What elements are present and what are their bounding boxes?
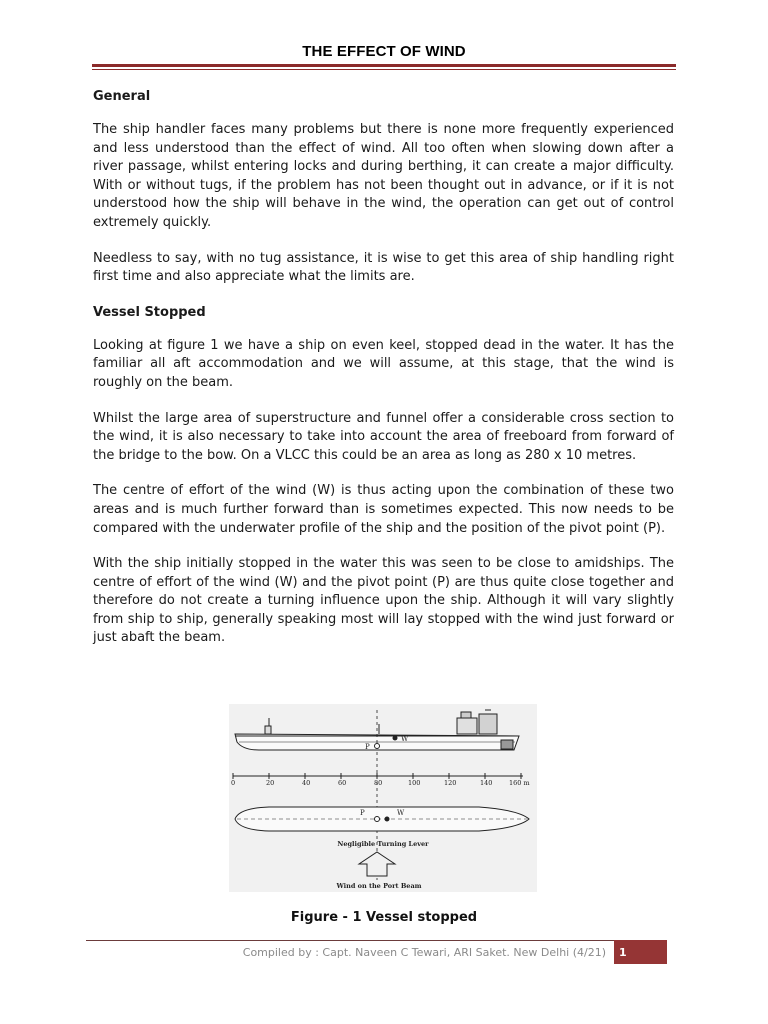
plan-pivot-marker	[375, 817, 380, 822]
profile-pivot-label: P	[365, 743, 370, 751]
footer-rule	[86, 940, 617, 941]
scale-label: 60	[338, 779, 347, 787]
section-heading-vessel-stopped: Vessel Stopped	[93, 304, 206, 320]
page-title: THE EFFECT OF WIND	[302, 43, 466, 60]
profile-wind-label: W	[401, 735, 409, 743]
scale-label: 160 m	[509, 779, 530, 787]
scale-label: 120	[444, 779, 457, 787]
paragraph: Whilst the large area of superstructure and funnel offer a considerable cross section to the wind, it is also necessary to take into account the area of freeboard from forward of the bridge to the bow. On a VLCC this could be an area as long as 280 x 10 metres.	[93, 410, 674, 463]
paragraph: Looking at figure 1 we have a ship on even keel, stopped dead in the water. It has the familiar all aft accommodation and we will assume, at this stage, that the wind is roughly on the beam.	[93, 337, 674, 390]
scale-label: 80	[374, 779, 383, 787]
section-heading-general: General	[93, 89, 151, 104]
scale-label: 40	[302, 779, 311, 787]
footer-credit: Compiled by : Capt. Naveen C Tewari, ARI Saket. New Delhi (4/21)	[242, 946, 606, 959]
wind-point-marker	[393, 736, 398, 741]
paragraph: The centre of effort of the wind (W) is thus acting upon the combination of these two areas and is much further forward than is sometimes expected. This now needs to be compared with the underwater profile of the ship and the position of the pivot point (P).	[93, 483, 674, 536]
scale-labels	[231, 779, 530, 787]
turning-lever-label: Negligible Turning Lever	[337, 840, 429, 848]
plan-wind-marker	[385, 817, 390, 822]
page-number: 1	[614, 940, 667, 964]
figure-vessel-diagram	[229, 704, 537, 892]
scale-label: 20	[266, 779, 275, 787]
pivot-point-marker	[375, 744, 380, 749]
title-rule	[92, 64, 676, 67]
figure-caption: Figure - 1 Vessel stopped	[290, 910, 478, 925]
plan-pivot-label: P	[360, 809, 365, 817]
paragraph: With the ship initially stopped in the water this was seen to be close to amidships. The centre of effort of the wind (W) and the pivot point (P) are thus quite close together and therefore do not create a turning influence upon the ship. Although it will vary slightly from ship to ship, generally speaking most will lay stopped with the wind just forward or just abaft the beam.	[93, 556, 674, 646]
scale-label: 0	[231, 779, 236, 787]
document-body	[93, 88, 674, 648]
wind-arrow-icon	[359, 852, 395, 876]
paragraph: Needless to say, with no tug assistance, it is wise to get this area of ship handling right first time and also appreciate what the limits are.	[93, 250, 674, 285]
scale-label: 140	[480, 779, 493, 787]
title-rule-thin	[92, 69, 676, 70]
wind-direction-label: Wind on the Port Beam	[336, 882, 422, 890]
paragraph: The ship handler faces many problems but there is none more frequently experienced and less understood than the effect of wind. All too often when slowing down after a river passage, whilst entering locks and during berthing, it can create a major difficulty. With or without tugs, if the problem has not been thought out in advance, or if it is not understood how the ship will behave in the wind, the operation can get out of control extremely quickly.	[93, 122, 674, 230]
scale-label: 100	[408, 779, 421, 787]
plan-wind-label: W	[397, 809, 405, 817]
